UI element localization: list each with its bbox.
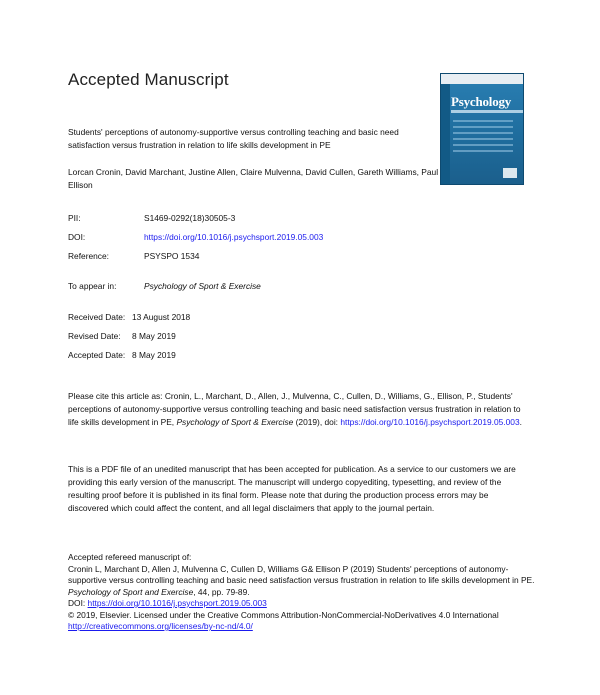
citation-text: Please cite this article as: Cronin, L., Marchant, D., Allen, J., Mulvenna, C., Cullen, D., Williams, G., Ellison, P., Students' perceptions of autonomy-supportive versus controlling teaching and basic need satisfaction versus frustration in relation to life skills development in PE, bbox=[68, 391, 521, 427]
meta-revised-label: Revised Date: bbox=[68, 331, 121, 341]
page-title: Accepted Manuscript bbox=[68, 70, 229, 89]
accepted-reference bbox=[68, 564, 538, 599]
meta-accepted-label: Accepted Date: bbox=[68, 350, 126, 360]
meta-reference-label: Reference: bbox=[68, 251, 109, 261]
meta-pii-value: S1469-0292(18)30505-3 bbox=[144, 213, 236, 223]
meta-doi-link[interactable]: https://doi.org/10.1016/j.psychsport.2019.05.003 bbox=[144, 232, 324, 242]
accepted-doi bbox=[68, 598, 538, 610]
meta-reference-value: PSYSPO 1534 bbox=[144, 251, 200, 261]
article-title: Students' perceptions of autonomy-supportive versus controlling teaching and basic need satisfaction versus frustration in relation to life skills development in PE bbox=[68, 127, 399, 150]
meta-received-label: Received Date: bbox=[68, 312, 126, 322]
cover-journal-subtitle bbox=[451, 110, 523, 113]
cover-side-stripe bbox=[441, 84, 450, 185]
citation-paragraph bbox=[68, 390, 530, 429]
meta-revised-value: 8 May 2019 bbox=[132, 331, 176, 341]
accepted-reference-block bbox=[68, 552, 538, 633]
accepted-doi-link[interactable]: https://doi.org/10.1016/j.psychsport.2019.05.003 bbox=[87, 598, 267, 608]
meta-received-value: 13 August 2018 bbox=[132, 312, 191, 322]
accepted-reference-journal: Psychology of Sport and Exercise bbox=[68, 586, 194, 597]
citation-year: (2019), doi: bbox=[293, 417, 341, 427]
cover-top-band bbox=[441, 74, 523, 84]
cover-decoration bbox=[453, 120, 513, 156]
meta-doi-label: DOI: bbox=[68, 232, 86, 242]
cover-publisher-logo bbox=[503, 168, 517, 178]
accepted-reference-text: Cronin L, Marchant D, Allen J, Mulvenna C, Cullen D, Williams G& Ellison P (2019) Students' perceptions of autonomy-supportive versus controlling teaching and basic need satisfaction versus frustration in relation to life skills development in PE. bbox=[68, 563, 535, 585]
journal-cover-image bbox=[440, 73, 524, 185]
accepted-heading: Accepted refereed manuscript of: bbox=[68, 552, 192, 562]
license-text: © 2019, Elsevier. Licensed under the Creative Commons Attribution-NonCommercial-NoDerivatives 4.0 International bbox=[68, 609, 499, 620]
citation-end: . bbox=[519, 417, 522, 427]
author-list: Lorcan Cronin, David Marchant, Justine Allen, Claire Mulvenna, David Cullen, Gareth Williams, Paul Ellison bbox=[68, 167, 439, 190]
citation-doi-link[interactable]: https://doi.org/10.1016/j.psychsport.2019.05.003 bbox=[340, 417, 520, 427]
accepted-doi-label: DOI: bbox=[68, 598, 88, 608]
cover-journal-title: Psychology bbox=[451, 94, 512, 109]
meta-appear-value: Psychology of Sport & Exercise bbox=[144, 281, 261, 291]
license-link[interactable]: http://creativecommons.org/licenses/by-nc-nd/4.0/ bbox=[68, 621, 253, 631]
meta-appear-label: To appear in: bbox=[68, 281, 117, 291]
citation-journal: Psychology of Sport & Exercise bbox=[176, 417, 294, 427]
manuscript-notice: This is a PDF file of an unedited manuscript that has been accepted for publication. As a service to our customers we are providing this early version of the manuscript. The manuscript will undergo copyediting, typesetting, and review of the resulting proof before it is published in its final form. Please note that during the production process errors may be discovered which could affect the content, and all legal disclaimers that apply to the journal pertain. bbox=[68, 464, 516, 513]
meta-pii-label: PII: bbox=[68, 213, 81, 223]
accepted-reference-pages: , 44, pp. 79-89. bbox=[193, 586, 250, 597]
meta-accepted-value: 8 May 2019 bbox=[132, 350, 176, 360]
